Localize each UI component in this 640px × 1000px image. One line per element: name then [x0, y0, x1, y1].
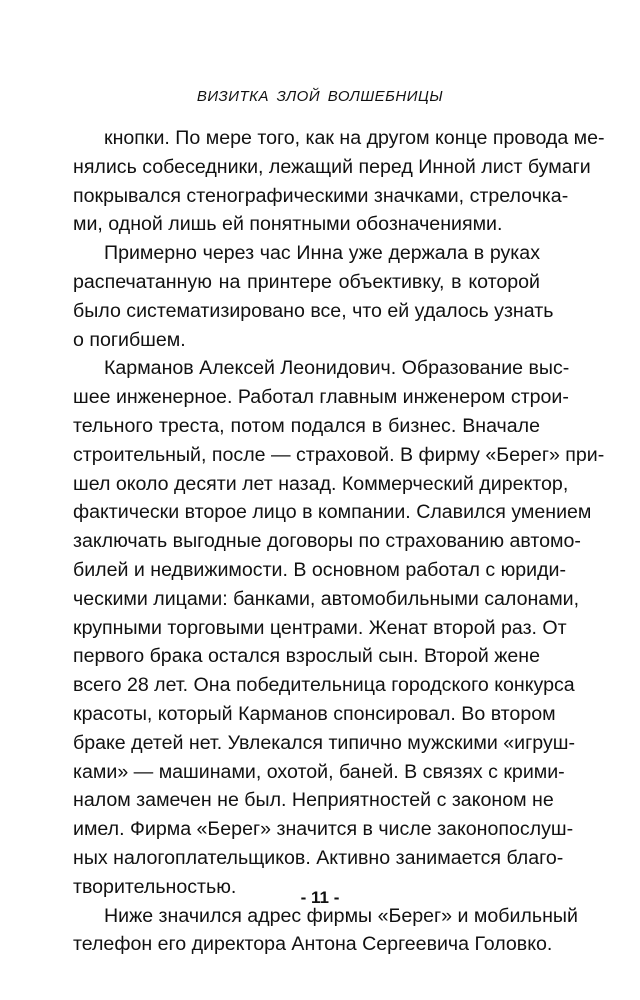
- text-line: творительностью.: [73, 875, 237, 898]
- paragraph: [73, 354, 605, 901]
- text-line: Ниже значился адрес фирмы «Берег» и мобильный: [104, 904, 578, 927]
- text-line: Примерно через час Инна уже держала в руках: [104, 242, 540, 265]
- text-line: браке детей нет. Увлекался типично мужскими «игруш-: [73, 731, 575, 754]
- text-line: распечатанную на принтере объективку, в которой: [73, 270, 540, 293]
- text-line: было систематизировано все, что ей удалось узнать: [73, 299, 554, 322]
- text-line: ческими лицами: банками, автомобильными салонами,: [73, 587, 580, 610]
- text-line: крупными торговыми центрами. Женат второй раз. От: [73, 616, 567, 639]
- text-line: налом замечен не был. Неприятностей с законом не: [73, 789, 554, 812]
- text-line: первого брака остался взрослый сын. Второй жене: [73, 645, 540, 668]
- text-line: ми, одной лишь ей понятными обозначениями.: [73, 213, 503, 236]
- body-text: [73, 124, 605, 959]
- text-line: покрывался стенографическими значками, стрелочка-: [73, 184, 569, 207]
- text-line: фактически второе лицо в компании. Славился умением: [73, 501, 592, 524]
- text-line: нялись собеседники, лежащий перед Инной лист бумаги: [73, 155, 591, 178]
- text-line: о погибшем.: [73, 328, 186, 351]
- text-line: кнопки. По мере того, как на другом конце провода ме-: [104, 127, 605, 149]
- page-number: - 11 -: [300, 888, 340, 907]
- text-line: ных налогоплательщиков. Активно занимается благо-: [73, 846, 564, 869]
- paragraph: [73, 124, 605, 239]
- running-head: ВИЗИТКА ЗЛОЙ ВОЛШЕБНИЦЫ: [196, 88, 444, 105]
- text-line: телефон его директора Антона Сергеевича Головко.: [73, 933, 553, 956]
- text-line: ками» — машинами, охотой, баней. В связях с крими-: [73, 760, 565, 783]
- text-line: имел. Фирма «Берег» значится в числе законопослуш-: [73, 818, 574, 841]
- text-line: Карманов Алексей Леонидович. Образование выс-: [104, 357, 570, 380]
- text-line: шел около десяти лет назад. Коммерческий директор,: [73, 472, 569, 495]
- text-line: строительный, после — страховой. В фирму «Берег» при-: [73, 443, 605, 466]
- text-line: тельного треста, потом подался в бизнес. Вначале: [73, 414, 540, 437]
- text-line: красоты, который Карманов спонсировал. Во втором: [73, 702, 556, 725]
- paragraph: [73, 239, 554, 354]
- paragraph: [73, 902, 578, 960]
- text-line: шее инженерное. Работал главным инженером строи-: [73, 386, 569, 409]
- text-line: билей и недвижимости. В основном работал с юриди-: [73, 558, 567, 581]
- text-line: заключать выгодные договоры по страхованию автомо-: [73, 530, 581, 553]
- text-line: всего 28 лет. Она победительница городского конкурса: [73, 674, 575, 697]
